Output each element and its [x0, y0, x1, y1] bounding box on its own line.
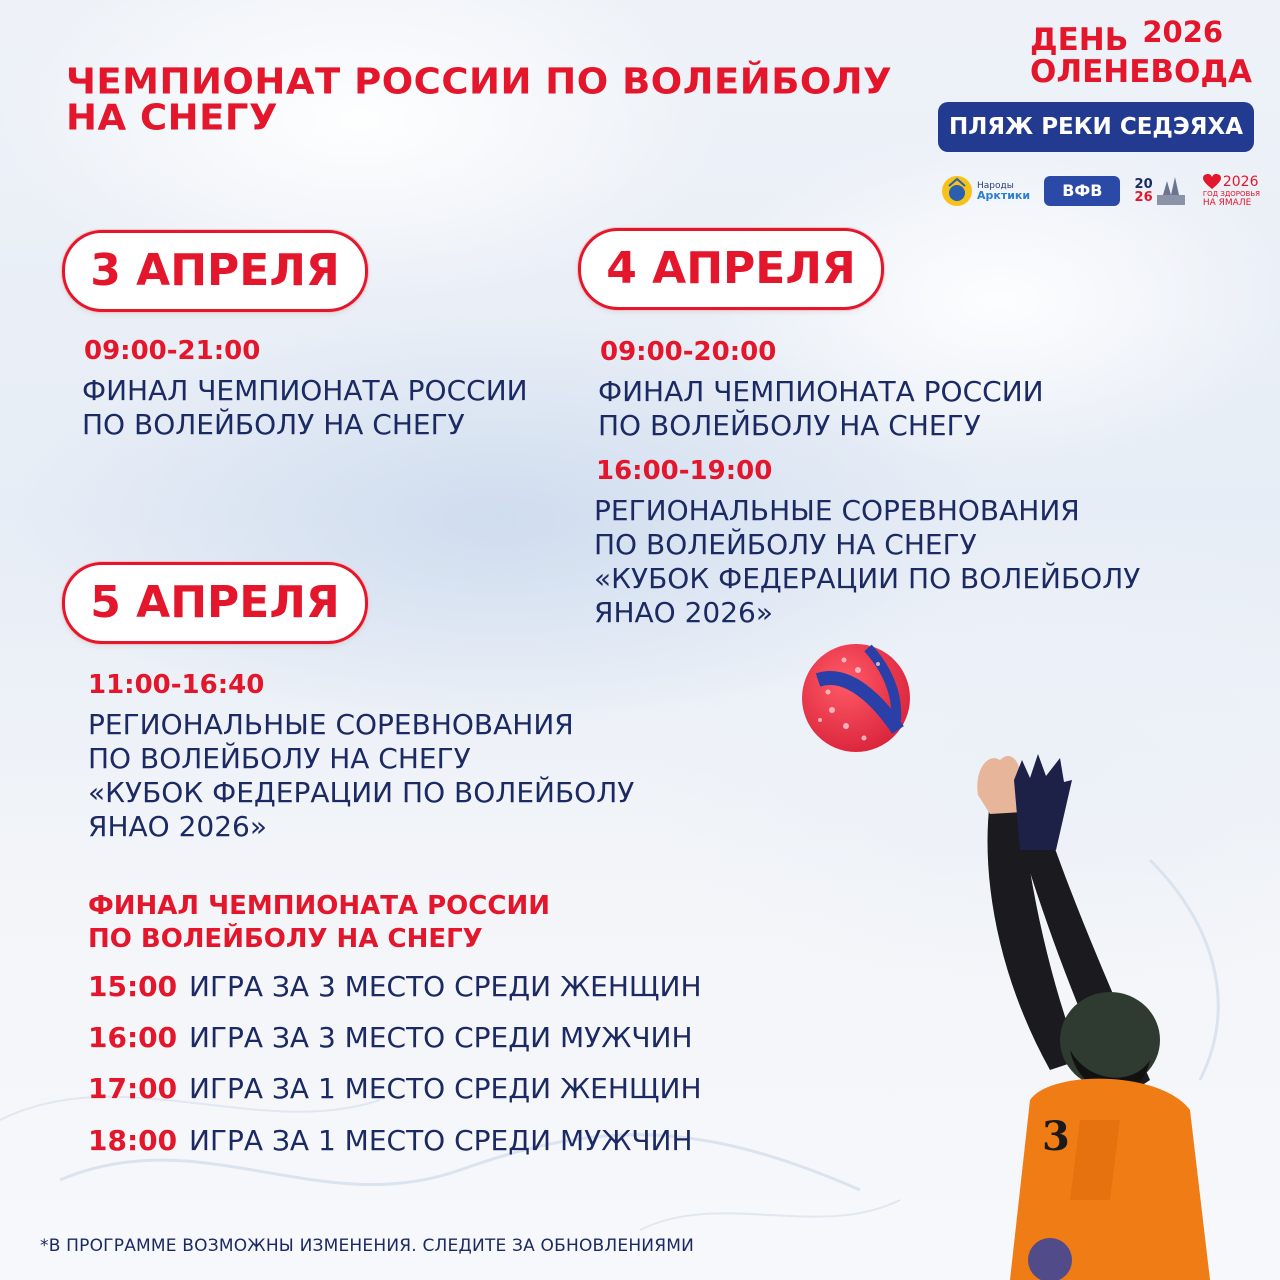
match-time: 15:00 [88, 970, 178, 1003]
event-description-line: ПО ВОЛЕЙБОЛУ НА СНЕГУ [598, 409, 981, 442]
match-time: 18:00 [88, 1124, 178, 1157]
event-description-line: ФИНАЛ ЧЕМПИОНАТА РОССИИ [598, 375, 1044, 408]
event-description-line: ПО ВОЛЕЙБОЛУ НА СНЕГУ [82, 408, 465, 441]
event-time: 16:00-19:00 [596, 456, 773, 486]
sponsor-year-of-unity [1135, 173, 1189, 209]
venue-badge: ПЛЯЖ РЕКИ СЕДЭЯХА [938, 102, 1254, 152]
health-year: 2026 [1222, 174, 1259, 190]
event-description [594, 494, 1140, 630]
volleyball-icon [798, 640, 914, 756]
page-title-line-1: ЧЕМПИОНАТ РОССИИ ПО ВОЛЕЙБОЛУ [66, 61, 893, 102]
program-disclaimer: *В ПРОГРАММЕ ВОЗМОЖНЫ ИЗМЕНЕНИЯ. СЛЕДИТЕ ЗА ОБНОВЛЕНИЯМИ [40, 1236, 695, 1256]
match-description: ИГРА ЗА 3 МЕСТО СРЕДИ МУЖЧИН [189, 1021, 693, 1054]
finals-heading-line: ФИНАЛ ЧЕМПИОНАТА РОССИИ [88, 891, 550, 921]
event-logo-line-1: ДЕНЬ [1030, 22, 1129, 58]
monument-icon [1153, 173, 1189, 209]
event-description [598, 375, 1044, 443]
match-description: ИГРА ЗА 1 МЕСТО СРЕДИ ЖЕНЩИН [189, 1072, 702, 1105]
arctic-peoples-emblem-icon [940, 174, 974, 208]
match-time: 16:00 [88, 1021, 178, 1054]
page-title [66, 61, 893, 139]
finals-heading [88, 890, 550, 956]
event-description-line: ЯНАО 2026» [88, 810, 267, 843]
page-title-line-2: НА СНЕГУ [66, 97, 278, 139]
event-description-line: ЯНАО 2026» [594, 596, 773, 629]
arctic-peoples-top: Народы [977, 181, 1014, 191]
heart-icon [1203, 174, 1221, 190]
event-logo-year: 2026 [1142, 15, 1224, 49]
event-time: 11:00-16:40 [88, 670, 265, 700]
match-row [88, 1124, 693, 1157]
event-description-line: «КУБОК ФЕДЕРАЦИИ ПО ВОЛЕЙБОЛУ [88, 776, 635, 809]
match-description: ИГРА ЗА 1 МЕСТО СРЕДИ МУЖЧИН [189, 1124, 693, 1157]
finals-heading-line: ПО ВОЛЕЙБОЛУ НА СНЕГУ [88, 924, 483, 954]
match-time: 17:00 [88, 1072, 178, 1105]
event-description-line: ПО ВОЛЕЙБОЛУ НА СНЕГУ [594, 528, 977, 561]
sponsor-year-of-health [1203, 174, 1260, 208]
match-row [88, 1072, 702, 1105]
event-description [88, 708, 634, 844]
event-description-line: ФИНАЛ ЧЕМПИОНАТА РОССИИ [82, 374, 528, 407]
event-logo-line-2: ОЛЕНЕВОДА [1030, 54, 1252, 90]
sponsor-logos [940, 166, 1260, 216]
arctic-peoples-bottom: Арктики [977, 189, 1031, 202]
match-row [88, 1021, 693, 1054]
event-description-line: РЕГИОНАЛЬНЫЕ СОРЕВНОВАНИЯ [88, 708, 574, 741]
unity-year-top: 20 [1134, 177, 1153, 192]
match-description: ИГРА ЗА 3 МЕСТО СРЕДИ ЖЕНЩИН [189, 970, 702, 1003]
health-bottom: НА ЯМАЛЕ [1202, 198, 1252, 208]
event-description-line: «КУБОК ФЕДЕРАЦИИ ПО ВОЛЕЙБОЛУ [594, 562, 1141, 595]
vfv-logo: ВФВ [1044, 176, 1120, 206]
day-label-apr-5: 5 АПРЕЛЯ [62, 562, 368, 644]
health-top: ГОД ЗДОРОВЬЯ [1202, 190, 1260, 198]
event-time: 09:00-20:00 [600, 337, 777, 367]
sponsor-arctic-peoples [940, 174, 1030, 208]
event-time: 09:00-21:00 [84, 336, 261, 366]
unity-year-bottom: 26 [1134, 190, 1153, 205]
match-row [88, 970, 702, 1003]
event-description [82, 374, 528, 442]
volleyball-player-illustration [960, 740, 1220, 1280]
event-description-line: ПО ВОЛЕЙБОЛУ НА СНЕГУ [88, 742, 471, 775]
event-logo [1030, 15, 1252, 90]
event-description-line: РЕГИОНАЛЬНЫЕ СОРЕВНОВАНИЯ [594, 494, 1080, 527]
day-label-apr-3: 3 АПРЕЛЯ [62, 230, 368, 312]
jersey-number: 3 [1042, 1113, 1070, 1160]
day-label-apr-4: 4 АПРЕЛЯ [578, 228, 884, 310]
